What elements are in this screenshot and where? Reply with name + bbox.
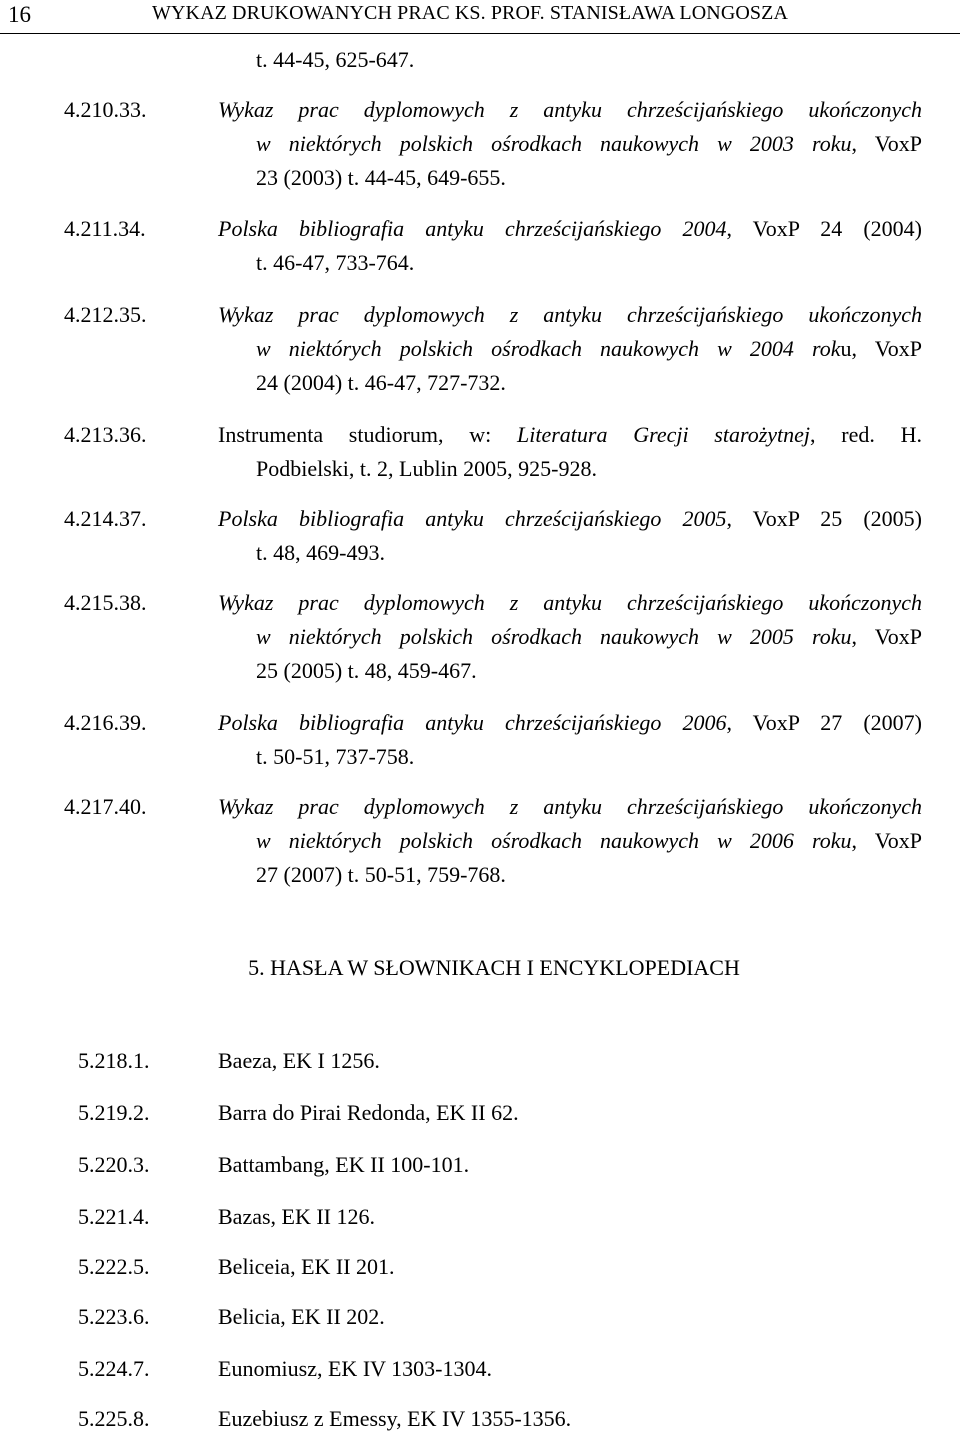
entry-body (218, 790, 922, 892)
section-heading (0, 952, 960, 984)
list-item-text: Baeza, EK I 1256. (218, 1048, 380, 1073)
list-item-number: 5.223.6. (78, 1304, 150, 1329)
entry-title-text: w niektórych polskich ośrodkach naukowych w 2003 roku (256, 131, 852, 156)
entry-number: 4.214.37. (64, 506, 147, 531)
entry-text: , VoxP 25 (2005) (726, 506, 922, 531)
list-item-number: 5.220.3. (78, 1152, 150, 1177)
entry-body (218, 212, 922, 280)
entry-title-text: Wykaz prac dyplomowych z antyku chrześcijańskiego ukończonych (218, 97, 922, 122)
entry-text: t. 46-47, 733-764. (256, 250, 415, 275)
entry-line (218, 452, 922, 486)
entry-body (218, 706, 922, 774)
entry-title-text: Polska bibliografia antyku chrześcijańskiego 2006 (218, 710, 727, 735)
entry-text: Podbielski, t. 2, Lublin 2005, 925-928. (256, 456, 597, 481)
entry-line (218, 161, 922, 195)
entry-line (218, 620, 922, 654)
entry-line (218, 246, 922, 280)
entry-line (218, 418, 922, 452)
entry-line (218, 536, 922, 570)
list-item-number: 5.224.7. (78, 1356, 150, 1381)
entry-line (218, 586, 922, 620)
entry-text: u, VoxP (840, 336, 923, 361)
entry-text: 25 (2005) t. 48, 459-467. (256, 658, 477, 683)
entry-line (218, 824, 922, 858)
entry-number: 4.215.38. (64, 590, 147, 615)
entry-body (218, 93, 922, 195)
entry-title-text: Literatura Grecji starożytnej (517, 422, 811, 447)
entry-text: , VoxP (851, 828, 923, 853)
running-title: WYKAZ DRUKOWANYCH PRAC KS. PROF. STANISŁAWA LONGOSZA (152, 2, 788, 24)
entry-line (218, 93, 922, 127)
entry-line (218, 502, 922, 536)
entry-number: 4.211.34. (64, 216, 146, 241)
list-item-text: Belicia, EK II 202. (218, 1304, 385, 1329)
entry-title-text: w niektórych polskich ośrodkach naukowych w 2006 roku (256, 828, 852, 853)
entry-line (218, 298, 922, 332)
entry-number: 4.210.33. (64, 97, 147, 122)
entry-text: 24 (2004) t. 46-47, 727-732. (256, 370, 506, 395)
entry-title-text: Wykaz prac dyplomowych z antyku chrześcijańskiego ukończonych (218, 590, 922, 615)
entry-title-text: Polska bibliografia antyku chrześcijańskiego 2004 (218, 216, 727, 241)
page-header (0, 0, 960, 40)
entry-text: 27 (2007) t. 50-51, 759-768. (256, 862, 506, 887)
header-rule (0, 33, 960, 34)
entry-line (218, 740, 922, 774)
continuation-line: t. 44-45, 625-647. (256, 47, 415, 72)
section-heading-text: 5. HASŁA W SŁOWNIKACH I ENCYKLOPEDIACH (248, 955, 740, 980)
entry-line (218, 790, 922, 824)
entry-text: , VoxP (851, 131, 923, 156)
list-item-number: 5.222.5. (78, 1254, 150, 1279)
list-item-text: Barra do Pirai Redonda, EK II 62. (218, 1100, 519, 1125)
entry-number: 4.216.39. (64, 710, 147, 735)
list-item-text: Euzebiusz z Emessy, EK IV 1355-1356. (218, 1406, 572, 1431)
entry-line (218, 212, 922, 246)
list-item-number: 5.225.8. (78, 1406, 150, 1431)
entry-line (218, 706, 922, 740)
entry-line (218, 654, 922, 688)
page-number: 16 (8, 2, 31, 27)
entry-text: t. 48, 469-493. (256, 540, 385, 565)
entry-line (218, 858, 922, 892)
entry-title-text: Wykaz prac dyplomowych z antyku chrześcijańskiego ukończonych (218, 302, 922, 327)
entry-number: 4.213.36. (64, 422, 147, 447)
entry-text: , VoxP 27 (2007) (726, 710, 922, 735)
entry-line (218, 127, 922, 161)
entry-title-text: w niektórych polskich ośrodkach naukowych w 2005 roku (256, 624, 852, 649)
entry-title-text: Wykaz prac dyplomowych z antyku chrześcijańskiego ukończonych (218, 794, 922, 819)
entry-number: 4.217.40. (64, 794, 147, 819)
entry-text: Instrumenta studiorum, w: (218, 422, 517, 447)
list-item-text: Bazas, EK II 126. (218, 1204, 376, 1229)
entry-body (218, 298, 922, 400)
entry-number: 4.212.35. (64, 302, 147, 327)
list-item-number: 5.218.1. (78, 1048, 150, 1073)
entry-title-text: Polska bibliografia antyku chrześcijańskiego 2005 (218, 506, 727, 531)
list-item-text: Battambang, EK II 100-101. (218, 1152, 470, 1177)
entry-line (218, 332, 922, 366)
list-item-number: 5.221.4. (78, 1204, 150, 1229)
list-item-number: 5.219.2. (78, 1100, 150, 1125)
entry-line (218, 366, 922, 400)
entry-text: , red. H. (810, 422, 922, 447)
list-item-text: Beliceia, EK II 201. (218, 1254, 395, 1279)
list-item-text: Eunomiusz, EK IV 1303-1304. (218, 1356, 492, 1381)
entry-body (218, 586, 922, 688)
entry-text: , VoxP 24 (2004) (726, 216, 922, 241)
entry-text: , VoxP (851, 624, 923, 649)
entry-body (218, 502, 922, 570)
entry-text: t. 50-51, 737-758. (256, 744, 415, 769)
entry-body (218, 418, 922, 486)
entry-title-text: w niektórych polskich ośrodkach naukowych w 2004 rok (256, 336, 841, 361)
entry-text: 23 (2003) t. 44-45, 649-655. (256, 165, 506, 190)
